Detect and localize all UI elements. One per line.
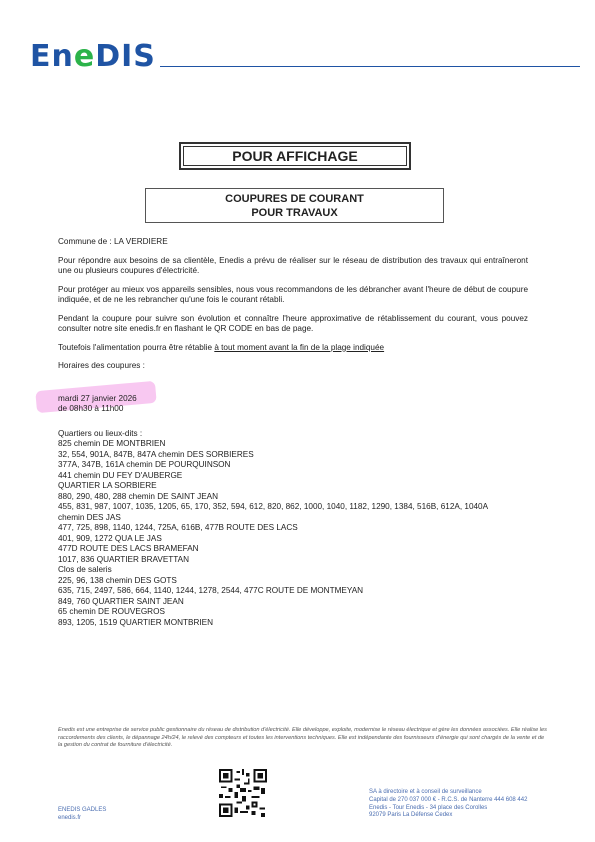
location-line: 225, 96, 138 chemin DES GOTS	[58, 575, 177, 585]
company-info	[369, 789, 527, 820]
location-line: Clos de saleris	[58, 565, 112, 574]
location-line: 825 chemin DE MONTBRIEN	[58, 439, 166, 448]
footer-left: ENEDIS GADLES enedis.fr	[58, 807, 107, 821]
location-line: 880, 290, 480, 288 chemin DE SAINT JEAN	[58, 491, 219, 501]
company-info-line: 92079 Paris La Défense Cedex	[369, 812, 453, 819]
quartiers-label: Quartiers ou lieux-dits :	[58, 428, 143, 438]
location-line: 893, 1205, 1519 QUARTIER MONTBRIEN	[58, 617, 214, 627]
enedis-logo: EneDIS	[30, 39, 156, 74]
commune-line: Commune de : LA VERDIERE	[58, 237, 168, 246]
paragraph-protect: Pour protéger au mieux vos appareils sensibles, nous vous recommandons de les débrancher avant l'heure de début de coupure indiquée, et de ne les rebrancher qu'une fois le courant rétabli.	[58, 284, 528, 304]
location-line: 401, 909, 1272 QUA LE JAS	[58, 533, 162, 543]
location-line: 1017, 836 QUARTIER BRAVETTAN	[58, 554, 190, 564]
location-line: 32, 554, 901A, 847B, 847A chemin DES SORBIERES	[58, 449, 254, 459]
location-line: 455, 831, 987, 1007, 1035, 1205, 65, 170, 352, 594, 612, 820, 862, 1000, 1040, 1182, 1290, 1384, 516B, 612A, 1040A	[58, 502, 489, 511]
location-line: 477, 725, 898, 1140, 1244, 725A, 616B, 477B ROUTE DES LACS	[58, 523, 298, 532]
qr-code[interactable]	[219, 769, 267, 817]
notice-body	[58, 237, 528, 628]
location-line: 65 chemin DE ROUVEGROS	[58, 607, 165, 616]
notice-title: POUR AFFICHAGE	[179, 142, 411, 170]
location-line: 377A, 347B, 161A chemin DE POURQUINSON	[58, 460, 231, 469]
outage-time: de 08h30 à 11h00	[58, 404, 124, 413]
website-link[interactable]: enedis.fr	[58, 815, 82, 821]
paragraph-restore: Toutefois l'alimentation pourra être rétablie à tout moment avant la fin de la plage indiquée	[58, 342, 385, 352]
location-line: 635, 715, 2497, 586, 664, 1140, 1244, 1278, 2544, 477C ROUTE DE MONTMEYAN	[58, 586, 364, 595]
paragraph-follow: Pendant la coupure pour suivre son évolution et connaître l'heure approximative de rétablissement du courant, vous pouvez consulter notre site enedis.fr en flashant le QR CODE en bas de page.	[58, 313, 528, 333]
notice-subtitle: COUPURES DE COURANT POUR TRAVAUX	[145, 188, 444, 223]
location-line: 849, 760 QUARTIER SAINT JEAN	[58, 596, 184, 606]
company-info-line: Enedis - Tour Enedis - 34 place des Corolles	[369, 804, 488, 811]
legal-notice: Enedis est une entreprise de service public gestionnaire du réseau de distribution d'électricité. Elle développe, exploite, modernise le réseau électrique et gère les données associées. Elle réalise les raccordements des clients, le dépannage 24h/24, le relevé des compteurs et toutes les interventions techniques. Elle est indépendante des fournisseurs d'énergie qui sont chargés de la vente et de la gestion du contrat de fourniture d'électricité.	[58, 727, 547, 748]
horaires-label: Horaires des coupures :	[58, 361, 145, 370]
location-line: 477D ROUTE DES LACS BRAMEFAN	[58, 544, 199, 553]
location-line: chemin DES JAS	[58, 512, 121, 522]
outage-date: mardi 27 janvier 2026	[58, 393, 137, 403]
outage-schedule	[58, 394, 528, 415]
header-rule	[160, 66, 580, 67]
location-line: 441 chemin DU FEY D'AUBERGE	[58, 470, 183, 480]
location-line: QUARTIER LA SORBIERE	[58, 481, 157, 490]
company-info-line: Capital de 270 037 000 € - R.C.S. de Nanterre 444 608 442	[369, 796, 528, 803]
paragraph-intro: Pour répondre aux besoins de sa clientèle, Enedis a prévu de réaliser sur le réseau de distribution des travaux qui entraîneront une ou plusieurs coupures d'électricité.	[58, 255, 528, 275]
company-info-line: SA à directoire et à conseil de surveillance	[369, 789, 482, 795]
locations-list	[58, 439, 528, 628]
